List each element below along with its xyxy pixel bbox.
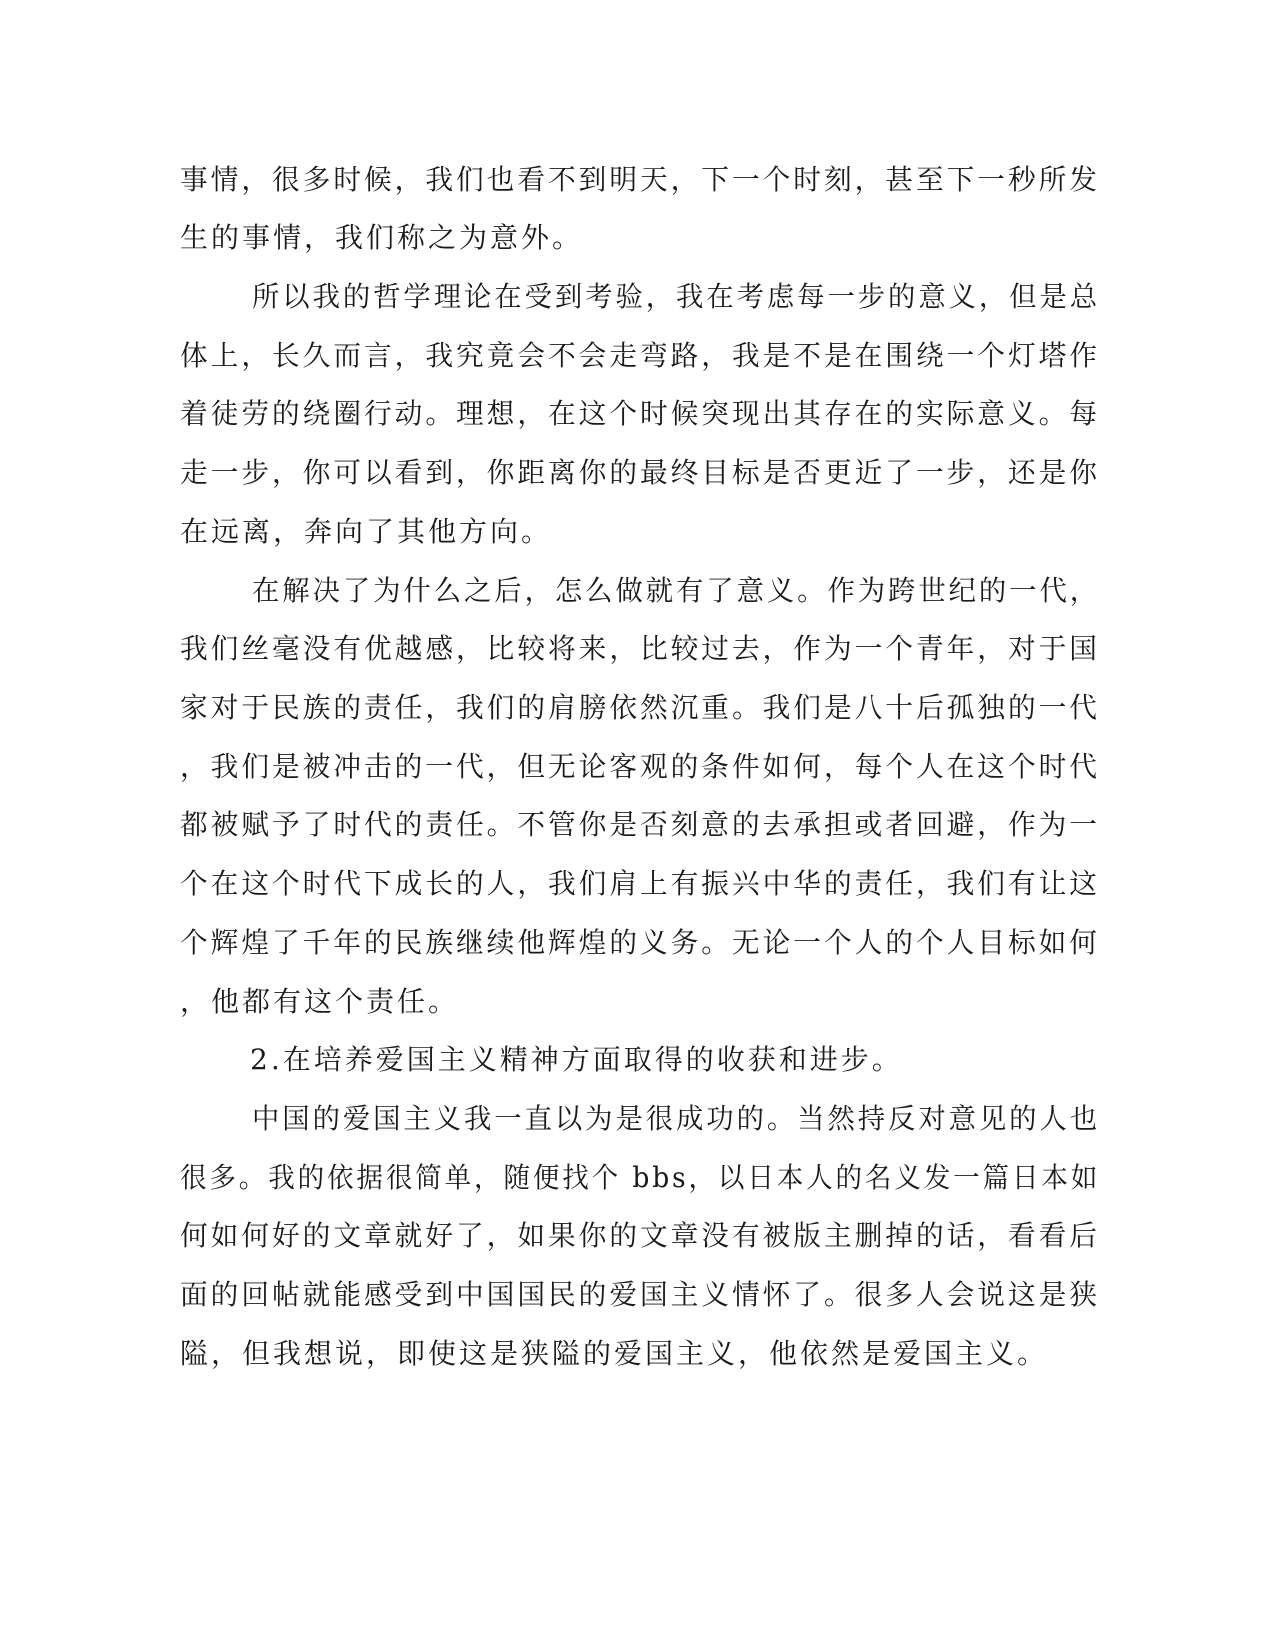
text-line: 隘，但我想说，即使这是狭隘的爱国主义，他依然是爱国主义。 <box>180 1337 1049 1370</box>
text-line: 在远离，奔向了其他方向。 <box>180 515 553 548</box>
text-line: 都被赋予了时代的责任。不管你是否刻意的去承担或者回避，作为一 <box>180 808 1100 841</box>
text-line: 个在这个时代下成长的人，我们肩上有振兴中华的责任，我们有让这 <box>180 867 1100 900</box>
text-line: 走一步，你可以看到，你距离你的最终目标是否更近了一步，还是你 <box>180 456 1100 489</box>
text-line: 个辉煌了千年的民族继续他辉煌的义务。无论一个人的个人目标如何 <box>180 926 1100 959</box>
text-line: 体上，长久而言，我究竟会不会走弯路，我是不是在围绕一个灯塔作 <box>180 339 1100 372</box>
section-heading: 2.在培养爱国主义精神方面取得的收获和进步。 <box>250 1043 903 1076</box>
text-line: 我们丝毫没有优越感，比较将来，比较过去，作为一个青年，对于国 <box>180 632 1100 665</box>
text-line: 在解决了为什么之后，怎么做就有了意义。作为跨世纪的一代， <box>252 574 1101 607</box>
text-line: 中国的爱国主义我一直以为是很成功的。当然持反对意见的人也 <box>252 1102 1101 1135</box>
text-line: 家对于民族的责任，我们的肩膀依然沉重。我们是八十后孤独的一代 <box>180 691 1100 724</box>
text-line: ，他都有这个责任。 <box>180 985 460 1018</box>
text-line: 面的回帖就能感受到中国国民的爱国主义情怀了。很多人会说这是狭 <box>180 1278 1100 1311</box>
text-line: 着徒劳的绕圈行动。理想，在这个时候突现出其存在的实际意义。每 <box>180 397 1100 430</box>
text-line: 事情，很多时候，我们也看不到明天，下一个时刻，甚至下一秒所发 <box>180 163 1100 196</box>
text-line: 生的事情，我们称之为意外。 <box>180 221 584 254</box>
text-line: 何如何好的文章就好了，如果你的文章没有被版主删掉的话，看看后 <box>180 1219 1100 1252</box>
text-line: ，我们是被冲击的一代，但无论客观的条件如何，每个人在这个时代 <box>180 750 1100 783</box>
text-line: 所以我的哲学理论在受到考验，我在考虑每一步的意义，但是总 <box>252 280 1101 313</box>
text-line: 很多。我的依据很简单，随便找个 bbs，以日本人的名义发一篇日本如 <box>180 1161 1101 1194</box>
